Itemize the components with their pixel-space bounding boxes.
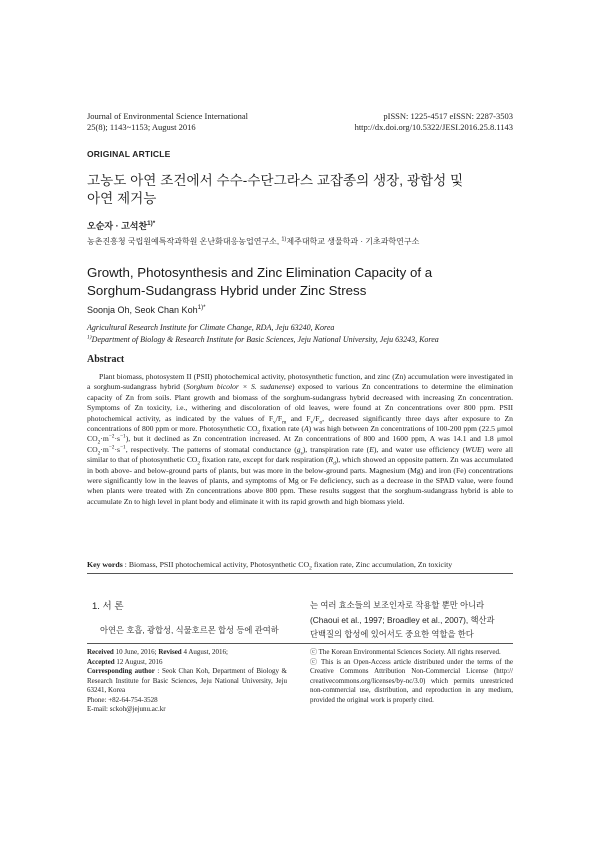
abstract-seg: /F	[275, 413, 283, 423]
abstract-seg: fixation rate (	[260, 424, 304, 434]
english-affil-2: Department of Biology & Research Institute for Basic Sciences, Jeju National University, Jeju 63243, Korea	[91, 335, 439, 344]
subscript: o	[319, 419, 323, 426]
species-name: Sorghum bicolor × S. sudanense	[186, 382, 293, 392]
footer-right	[310, 648, 513, 705]
korean-author-names: 오순자 · 고석찬	[87, 221, 148, 231]
korean-affil-a: 농촌진흥청 국립원예특작과학원 온난화대응농업연구소,	[87, 237, 280, 246]
abstract-seg: /F	[313, 413, 320, 423]
received-line	[87, 648, 287, 658]
email-link[interactable]: E-mail: sckoh@jejunu.ac.kr	[87, 705, 166, 713]
journal-info	[87, 111, 248, 133]
abstract-seg: fixation rate, except for dark respiration (	[200, 455, 329, 465]
doi-link[interactable]: http://dx.doi.org/10.5322/JESI.2016.25.8.1143	[354, 122, 513, 132]
abstract-text	[87, 372, 513, 507]
abstract-seg: , respectively. The patterns of stomatal conductance (	[125, 444, 297, 454]
abstract-seg: ) exposed to various Zn concentrations to determine the elimination capacity of Zn from soils. Plant growth and biomass of the sorghum-sudangrass hybrid decreased with increasing Zn concentration. Symptoms of Zn toxicity, i.e., withering and discoloration of old leaves, were found at Zn concentrations over 800 ppm. PSII photochemical activity, as indicated by the values of F	[87, 382, 513, 423]
keywords-label: Key words	[87, 560, 123, 569]
journal-name: Journal of Environmental Science International	[87, 111, 248, 121]
korean-author-marks: 1)*	[147, 220, 156, 227]
english-authors	[87, 305, 206, 315]
abstract-seg: ·m	[100, 434, 109, 444]
divider	[87, 573, 513, 574]
keywords-text: fixation rate, Zinc accumulation, Zn toxicity	[311, 560, 453, 569]
abstract-seg: ) was high between Zn concentrations of 100-200 ppm (22.5 μmol CO	[87, 424, 514, 444]
abstract-seg: ·m	[100, 444, 109, 454]
italic-symbol: WUE	[465, 444, 482, 454]
subscript: m	[282, 419, 287, 426]
italic-symbol: g	[296, 444, 301, 454]
phone: Phone: +82-64-754-3528	[87, 695, 158, 704]
abstract-seg: ·s	[114, 444, 121, 454]
journal-ids	[355, 111, 513, 133]
abstract-seg: ), and water use efficiency (	[373, 444, 466, 454]
superscript: −1	[120, 433, 126, 440]
abstract-seg: ), which showed an opposite pattern. Zn was accumulated in both above- and below-ground parts of plants, but was more in the below-ground parts. Magnesium (Mg) and iron (Fe) concentrations were significantly low in the leaves of plants, and symptoms of Mg or Fe deficiency, such as a decrease in the SPAD value, were found when plants were treated with Zn concentrations above 800 ppm. These results suggest that the sorghum-sudangrass hybrid is able to accumulate Zn to high level in plant body and eliminate it with its rapid growth and high biomass yield.	[87, 455, 513, 506]
superscript: −2	[108, 444, 115, 451]
italic-symbol: A	[303, 424, 309, 434]
english-affil-2-mark: 1)	[87, 334, 92, 341]
abstract-seg: , decreased significantly three days after exposure to Zn concentrations of 800 ppm or more. Photosynthetic CO	[87, 413, 513, 434]
footer-left	[87, 648, 287, 715]
corresponding-label: Corresponding author	[87, 667, 155, 675]
korean-affil-b-mark: 1)	[281, 236, 287, 243]
keywords-text: Biomass, PSII photochemical activity, Photosynthetic CO	[128, 560, 310, 569]
korean-authors	[87, 219, 155, 232]
subscript: 2	[97, 450, 101, 457]
rule	[87, 573, 513, 574]
superscript: −2	[108, 433, 115, 440]
abstract-seg: ) were all similar to that of photosynthetic CO	[87, 444, 514, 465]
english-affil-1: Agricultural Research Institute for Climate Change, RDA, Jeju 63240, Korea	[87, 323, 335, 332]
copyright: ⓒ The Korean Environmental Sciences Society. All rights reserved.	[310, 648, 501, 656]
italic-symbol: R	[328, 455, 334, 465]
abstract-seg: ), but it declined as Zn concentration increased. At Zn concentrations of 800 and 1600 ppm, A was 14.1 and 1.8 μmol CO	[87, 434, 513, 454]
section-heading: 1. 서 론	[92, 601, 124, 612]
english-title-line-1: Growth, Photosynthesis and Zinc Elimination Capacity of a	[87, 265, 433, 280]
body-right-line-2: (Chaoui et al., 1997; Broadley et al., 2007), 핵산과	[310, 614, 495, 625]
keywords-sep: :	[122, 560, 129, 569]
accepted-line	[87, 658, 287, 668]
subscript: v	[310, 419, 314, 426]
corresponding-text: : Seok Chan Koh, Department of Biology & Research Institute for Basic Sciences, Jeju National University, Jeju 63241, Korea	[87, 667, 287, 694]
korean-affil-b: 제주대학교 생물학과 · 기초과학연구소	[286, 237, 420, 246]
subscript: 2	[257, 429, 261, 436]
keywords	[87, 560, 513, 570]
english-title	[87, 264, 527, 300]
abstract-heading: Abstract	[87, 354, 125, 365]
body-right-line-3: 단백질의 합성에 있어서도 중요한 역할을 한다	[310, 629, 474, 639]
accepted-label: Accepted	[87, 657, 115, 666]
subscript: s	[300, 450, 303, 457]
korean-title	[87, 172, 517, 208]
korean-title-line-1: 고농도 아연 조건에서 수수-수단그라스 교잡종의 생장, 광합성 및	[87, 173, 464, 188]
journal-volume: 25(8); 1143~1153; August 2016	[87, 122, 196, 132]
license-text: ⓒ This is an Open-Access article distributed under the terms of the Creative Commons Attribution Non-Commercial License (http:// creativecommons.org/licenses/by-nc/3.0) which permits unrestricted non-commercial use, distribution, and reproduction in any medium, provided the original work is properly cited.	[310, 657, 513, 704]
english-affil-2-row	[87, 334, 517, 346]
abstract-seg: and F	[286, 413, 311, 423]
korean-affiliations	[87, 236, 419, 247]
corresponding-author	[87, 667, 287, 696]
received-date: 10 June, 2016;	[113, 648, 159, 656]
article-type: ORIGINAL ARTICLE	[87, 149, 171, 159]
abstract-seg: ·s	[114, 434, 121, 444]
italic-symbol: E	[369, 444, 374, 454]
footer-divider	[87, 643, 513, 644]
superscript: −1	[120, 444, 126, 451]
body-right-column	[310, 598, 513, 642]
subscript: v	[273, 419, 276, 426]
subscript: d	[333, 460, 336, 467]
english-author-names: Soonja Oh, Seok Chan Koh	[87, 305, 198, 315]
abstract-seg: ), transpiration rate (	[302, 444, 370, 454]
subscript: 2	[197, 460, 200, 467]
body-left-line: 아연은 호흡, 광합성, 식물호르몬 합성 등에 관여하	[100, 625, 279, 635]
received-label: Received	[87, 648, 114, 656]
accepted-date: 12 August, 2016	[114, 657, 163, 666]
subscript: 2	[97, 439, 101, 446]
english-author-marks: 1)*	[197, 304, 206, 311]
korean-title-line-2: 아연 제거능	[87, 191, 157, 206]
abstract-seg: Plant biomass, photosystem II (PSII) photochemical activity, photosynthetic function, and zinc (Zn) accumulation were investigated in a sorghum-sudangrass hybrid (	[87, 372, 513, 392]
english-title-line-2: Sorghum-Sudangrass Hybrid under Zinc Stress	[87, 283, 367, 298]
body-right-line-1: 는 여러 효소들의 보조인자로 작용할 뿐만 아니라	[310, 600, 485, 610]
english-affiliations	[87, 322, 517, 346]
revised-date: 4 August, 2016;	[181, 648, 228, 656]
subscript: 2	[309, 565, 312, 572]
issn: pISSN: 1225-4517 eISSN: 2287-3503	[383, 111, 513, 121]
revised-label: Revised	[158, 648, 182, 656]
